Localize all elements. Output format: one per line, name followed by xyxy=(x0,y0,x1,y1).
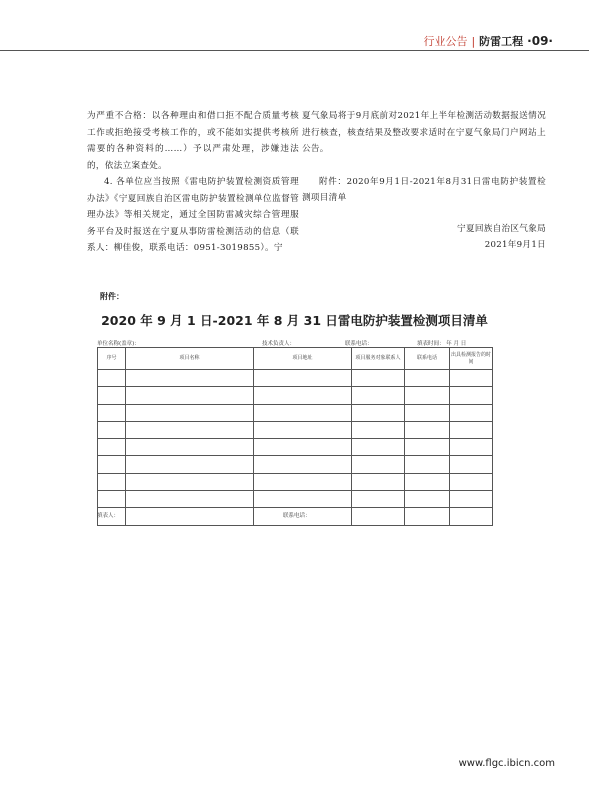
table-cell xyxy=(98,456,126,473)
table-cell xyxy=(126,370,254,387)
left-paragraph-1: 为严重不合格：以各种理由和借口拒不配合质量考核工作或拒绝接受考核工作的，或不能如实提供考核所需要的各种资料的……）予以严肃处理，涉嫌违法的，依法立案查处。 xyxy=(87,111,299,171)
issuer-signature: 宁夏回族自治区气象局 xyxy=(457,223,546,234)
table-cell xyxy=(126,421,254,438)
table-cell xyxy=(254,404,352,421)
left-column xyxy=(87,108,299,257)
table-cell xyxy=(126,439,254,456)
table-cell xyxy=(352,508,405,525)
table-cell xyxy=(352,421,405,438)
right-paragraph-1: 夏气象局将于9月底前对2021年上半年检测活动数据报送情况进行核查，核查结果及整改要求适时在宁夏气象局门户网站上公告。 xyxy=(302,111,546,154)
header-section: 行业公告 xyxy=(423,35,468,48)
col-header-client-contact: 项目服务对象联系人 xyxy=(352,348,405,370)
table-cell xyxy=(98,439,126,456)
table-cell xyxy=(254,421,352,438)
table-row xyxy=(98,439,493,456)
table-cell xyxy=(405,439,450,456)
tech-lead-label: 技术负责人： xyxy=(262,341,296,347)
filler-label: 填表人： xyxy=(97,513,120,519)
table-cell xyxy=(126,508,254,525)
page-header xyxy=(0,0,589,52)
table-cell xyxy=(126,387,254,404)
table-cell xyxy=(405,473,450,490)
table-cell xyxy=(98,421,126,438)
table-cell xyxy=(405,508,450,525)
table-row xyxy=(98,491,493,508)
table-cell xyxy=(405,370,450,387)
table-row xyxy=(98,473,493,490)
table-body xyxy=(98,370,493,526)
col-header-phone: 联系电话 xyxy=(405,348,450,370)
right-column xyxy=(302,108,546,254)
unit-name-label: 单位名称(盖章)： xyxy=(97,341,140,347)
table-cell xyxy=(98,370,126,387)
fill-date-label: 填表时间： 年 月 日 xyxy=(417,341,467,347)
issue-date: 2021年9月1日 xyxy=(484,240,546,250)
table-cell xyxy=(126,404,254,421)
table-cell xyxy=(450,491,493,508)
table-cell xyxy=(450,473,493,490)
table-cell xyxy=(352,370,405,387)
col-header-project-name: 项目名称 xyxy=(126,348,254,370)
table-row xyxy=(98,370,493,387)
col-header-project-address: 项目地址 xyxy=(254,348,352,370)
table-cell xyxy=(405,421,450,438)
table-cell xyxy=(352,439,405,456)
table-cell xyxy=(352,387,405,404)
table-cell xyxy=(352,404,405,421)
website-url: www.flgc.ibicn.com xyxy=(458,758,555,769)
table-cell xyxy=(450,421,493,438)
table-cell xyxy=(450,387,493,404)
table-row xyxy=(98,456,493,473)
table-header-row xyxy=(98,348,493,370)
filler-phone-label: 联系电话： xyxy=(283,513,311,519)
table-cell xyxy=(352,456,405,473)
table-cell xyxy=(450,508,493,525)
table-cell xyxy=(98,387,126,404)
left-paragraph-2: 4. 各单位应当按照《雷电防护装置检测资质管理办法》《宁夏回族自治区雷电防护装置检测单位监督管理办法》等相关规定，通过全国防雷减灾综合管理服务平台及时报送在宁夏从事防雷检测活动的信息（联系人：柳佳俊，联系电话：0951-3019855）。宁 xyxy=(87,177,299,253)
table-cell xyxy=(405,456,450,473)
table-cell xyxy=(450,456,493,473)
header-topic: 防雷工程 xyxy=(479,35,524,48)
table-cell xyxy=(254,491,352,508)
attachment-label: 附件： xyxy=(100,292,124,301)
table-cell xyxy=(352,473,405,490)
table-cell xyxy=(254,456,352,473)
table-cell xyxy=(352,491,405,508)
table-cell xyxy=(405,491,450,508)
table-cell xyxy=(450,370,493,387)
table-cell xyxy=(450,404,493,421)
table-row xyxy=(98,421,493,438)
table-cell xyxy=(98,404,126,421)
table-cell xyxy=(98,473,126,490)
table-cell xyxy=(450,439,493,456)
header-separator: | xyxy=(471,34,476,48)
table-cell xyxy=(126,491,254,508)
col-header-report-time: 出具检测报告的时间 xyxy=(450,348,493,370)
table-cell xyxy=(98,491,126,508)
table-cell xyxy=(405,387,450,404)
table-row xyxy=(98,387,493,404)
phone-label: 联系电话： xyxy=(345,341,373,347)
table-row xyxy=(98,404,493,421)
header-divider xyxy=(0,50,589,51)
page-number: ·09· xyxy=(527,34,553,48)
table-cell xyxy=(254,370,352,387)
col-header-index: 序号 xyxy=(98,348,126,370)
table-cell xyxy=(126,473,254,490)
table-cell xyxy=(254,439,352,456)
form-title: 2020 年 9 月 1 日-2021 年 8 月 31 日雷电防护装置检测项目清单 xyxy=(101,313,488,328)
table-cell xyxy=(405,404,450,421)
attachment-note: 附件：2020年9月1日-2021年8月31日雷电防护装置检测项目清单 xyxy=(302,176,546,203)
header-nav xyxy=(423,33,553,49)
table-cell xyxy=(254,473,352,490)
table-cell xyxy=(254,387,352,404)
table-cell xyxy=(126,456,254,473)
project-list-table xyxy=(97,347,493,526)
